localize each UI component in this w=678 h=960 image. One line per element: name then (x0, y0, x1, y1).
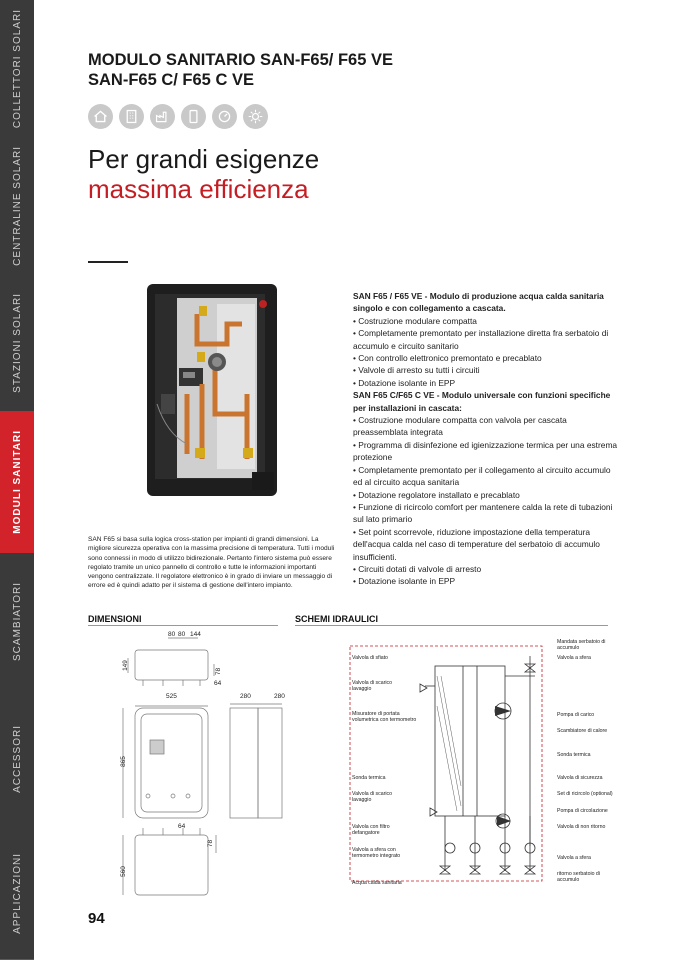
spec-text (353, 290, 618, 588)
hydraulic-label: Valvola di non ritorno (557, 824, 606, 830)
hydraulic-label: Valvola di scarico lavaggio (352, 680, 392, 693)
dim-label: 280 (240, 693, 251, 700)
sidebar-tab-label: COLLETTORI SOLARI (11, 8, 23, 129)
hydraulic-label: Acqua calda sanitaria (352, 880, 402, 886)
dim-label: 80 (178, 631, 186, 638)
dim-label: 64 (214, 680, 222, 687)
sidebar-tab-label: MODULI SANITARI (11, 430, 23, 534)
section-divider (88, 625, 278, 626)
spec-block2-title: SAN F65 C/F65 C VE - Modulo universale con funzioni specifiche per installazioni in cascata: (353, 390, 611, 413)
section-divider (295, 625, 608, 626)
dim-label: 144 (190, 631, 201, 638)
spec-block1-title: SAN F65 / F65 VE - Modulo di produzione acqua calda sanitaria singolo e con collegamento a cascata. (353, 291, 604, 314)
page-number: 94 (88, 910, 105, 927)
sidebar-tab-stazioni-solari[interactable] (0, 274, 34, 412)
hydraulic-label: Misuratore di portata volumetrica con termometro (352, 711, 417, 724)
sun-icon (243, 104, 268, 129)
hydraulic-label: Valvola con filtro defangatore (352, 824, 390, 837)
section-dimensions-label: DIMENSIONI (88, 614, 142, 624)
divider (88, 261, 128, 263)
sidebar-tab-label: STAZIONI SOLARI (11, 292, 23, 393)
spec-item: • Dotazione isolante in EPP (353, 576, 456, 587)
hydraulic-label: Valvola a sfera (557, 655, 591, 661)
hydraulic-label: Pompa di carico (557, 712, 595, 718)
product-photo (147, 284, 277, 496)
hydraulic-label: Set di ricircolo (optional) (557, 791, 613, 797)
sidebar-tab-label: SCAMBIATORI (11, 582, 23, 661)
sidebar-tab-label: CENTRALINE SOLARI (11, 145, 23, 266)
hydraulic-label: ritorno serbatoio di accumulo (557, 871, 600, 884)
hydraulic-label: Valvola di sicurezza (557, 775, 603, 781)
intro-paragraph: SAN F65 si basa sulla logica cross-station per impianti di grandi dimensioni. La migliore sicurezza operativa con la massima precisione di temperatura. Tutti i moduli sono connessi in modo di utilizzo bidirezionale. Pertanto l'intero sistema può essere regolato tramite un unico pannello di controllo e tutte le informazioni importanti vengono centralizzate. Il regolatore elettronico è in grado di inviare un messaggio di errore ed è quindi adatto per il sistema di gestione dell'intero impianto. (88, 536, 335, 590)
dim-label: 80 (168, 631, 176, 638)
sidebar-tab-collettori-solari[interactable] (0, 0, 34, 138)
dim-label: 525 (166, 693, 177, 700)
dim-label: 560 (119, 866, 127, 877)
building-icon (119, 104, 144, 129)
sidebar-tab-label: APPLICAZIONI (11, 852, 23, 934)
headline-line2: massima efficienza (88, 174, 309, 204)
factory-icon (150, 104, 175, 129)
hydraulic-label: Valvola di sfiato (352, 655, 388, 661)
dim-label: 78 (215, 667, 223, 676)
sidebar-tab-applicazioni[interactable] (0, 827, 34, 960)
tablet-icon (181, 104, 206, 129)
product-title-line1: MODULO SANITARIO SAN-F65/ F65 VE (88, 51, 393, 69)
spec-item: • Funzione di ricircolo comfort per mantenere calda la rete di tubazioni sul lato primario (353, 501, 613, 525)
spec-item: • Dotazione isolante in EPP (353, 377, 456, 388)
sidebar-tab-label: ACCESSORI (11, 724, 23, 793)
sidebar-tab-scambiatori[interactable] (0, 553, 34, 691)
spec-item: • Completamente premontato per il collegamento al circuito accumulo ed al circuito acqua sanitaria (353, 464, 611, 488)
dim-label: 280 (274, 693, 285, 700)
dim-label: 865 (119, 756, 127, 767)
hydraulic-label: Pompa di circolazione (557, 808, 608, 814)
section-hydraulics-label: SCHEMI IDRAULICI (295, 614, 378, 624)
spec-item: • Set point scorrevole, riduzione impostazione della temperatura dell'acqua calda nel caso di temperature del serbatoio di accumulo insufficienti. (353, 526, 600, 562)
spec-item: • Dotazione regolatore installato e precablato (353, 489, 520, 500)
spec-item: • Costruzione modulare compatta con valvola per cascata preassemblata integrata (353, 415, 567, 438)
hydraulic-label: Sonda termica (352, 775, 386, 781)
spec-item: • Costruzione modulare compatta (353, 315, 477, 326)
sidebar-tab-moduli-sanitari[interactable] (0, 411, 34, 554)
spec-item: • Programma di disinfezione ed igienizzazione termica per una estrema protezione (353, 439, 618, 463)
feature-icons (88, 104, 268, 129)
spec-item: • Con controllo elettronico premontato e precablato (353, 353, 542, 364)
spec-item: • Valvole di arresto su tutti i circuiti (353, 365, 480, 376)
hydraulic-label: Scambiatore di calore (557, 728, 608, 734)
house-icon (88, 104, 113, 129)
sidebar-tab-centraline-solari[interactable] (0, 137, 34, 275)
dim-label: 64 (178, 823, 186, 830)
sidebar-tab-accessori[interactable] (0, 690, 34, 828)
dim-label: 149 (121, 660, 129, 671)
dim-label: 78 (207, 839, 215, 848)
spec-item: • Completamente premontato per installazione diretta fra serbatoio di accumulo e circuito sanitario (353, 328, 609, 351)
hydraulic-label: Sonda termica (557, 752, 591, 758)
hydraulic-label: Valvola a sfera (557, 855, 591, 861)
hydraulic-label: Mandata serbatoio di accumulo (557, 639, 606, 652)
hydraulic-label: Valvola a sfera con termometro integrato (352, 847, 401, 860)
gauge-icon (212, 104, 237, 129)
product-title (88, 50, 393, 90)
hydraulic-label: Valvola di scarico lavaggio (352, 791, 392, 804)
headline-line1: Per grandi esigenze (88, 144, 320, 174)
spec-item: • Circuiti dotati di valvole di arresto (353, 563, 482, 574)
product-title-line2: SAN-F65 C/ F65 C VE (88, 71, 254, 89)
